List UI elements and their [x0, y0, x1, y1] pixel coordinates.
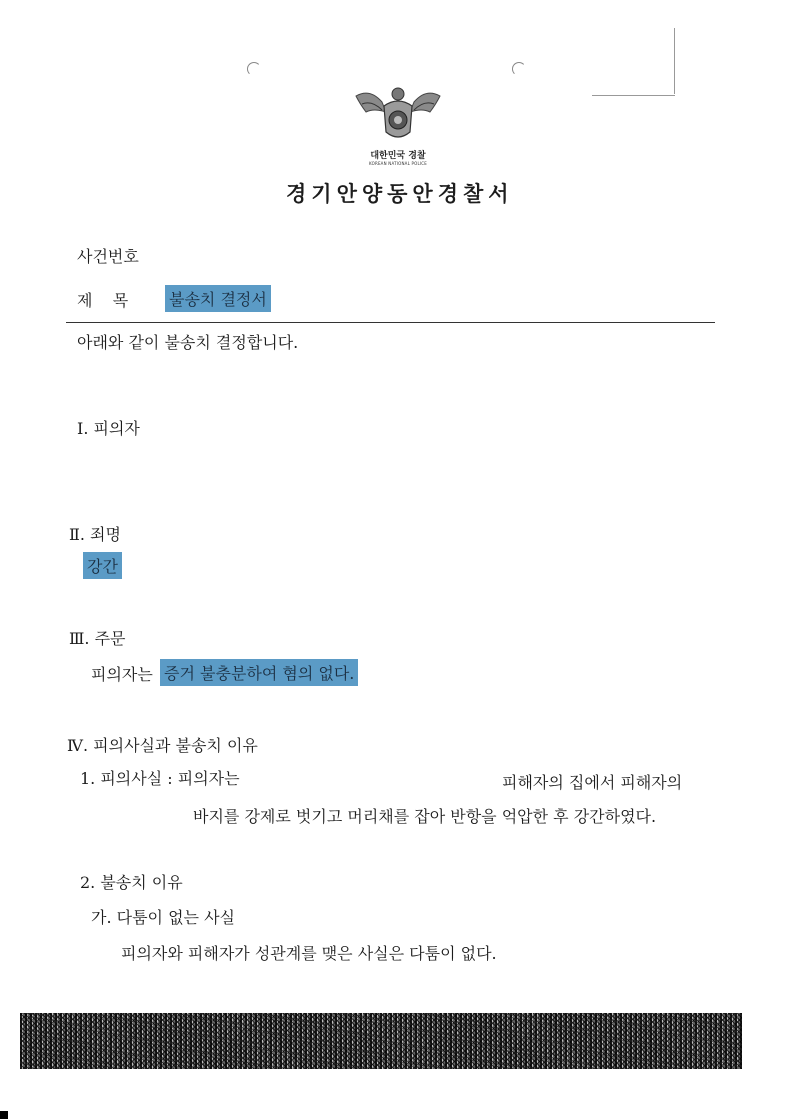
emblem-text-en: KOREAN NATIONAL POLICE: [369, 161, 427, 166]
section-1-title: Ⅰ. 피의자: [77, 419, 140, 438]
subject-value: 불송치 결정서: [165, 285, 271, 312]
section-3-title: Ⅲ. 주문: [69, 629, 126, 648]
facts-label: 1. 피의사실 : 피의자는: [80, 769, 240, 788]
reason-label: 2. 불송치 이유: [80, 873, 183, 892]
intro-text: 아래와 같이 불송치 결정합니다.: [77, 333, 299, 352]
police-emblem: [352, 82, 444, 164]
eagle-emblem-icon: [352, 82, 444, 144]
disposition-prefix: 피의자는: [91, 665, 158, 684]
redacted-band: [20, 1013, 742, 1069]
station-title: 경기안양동안경찰서: [286, 181, 514, 206]
emblem-text-kr: 대한민국 경찰: [370, 151, 426, 161]
facts-line2: 바지를 강제로 벗기고 머리채를 잡아 반항을 억압한 후 강간하였다.: [193, 807, 657, 826]
crime-name: 강간: [83, 552, 122, 579]
punch-hole-right: [512, 62, 526, 76]
punch-hole-left: [247, 62, 261, 76]
page-edge-mark: [0, 1111, 8, 1119]
case-number-label: 사건번호: [77, 247, 139, 266]
reason-subheading: 가. 다툼이 없는 사실: [91, 908, 235, 927]
subject-divider: [66, 322, 715, 323]
corner-mark-vertical: [674, 28, 675, 94]
section-2-title: Ⅱ. 죄명: [69, 525, 121, 544]
subject-label: 제 목: [77, 291, 129, 310]
facts-line1-right: 피해자의 집에서 피해자의: [502, 773, 683, 792]
disposition-value: 증거 불충분하여 혐의 없다.: [160, 659, 358, 686]
corner-mark-horizontal: [592, 95, 675, 96]
reason-text: 피의자와 피해자가 성관계를 맺은 사실은 다툼이 없다.: [121, 944, 497, 963]
section-4-title: Ⅳ. 피의사실과 불송치 이유: [67, 736, 258, 755]
